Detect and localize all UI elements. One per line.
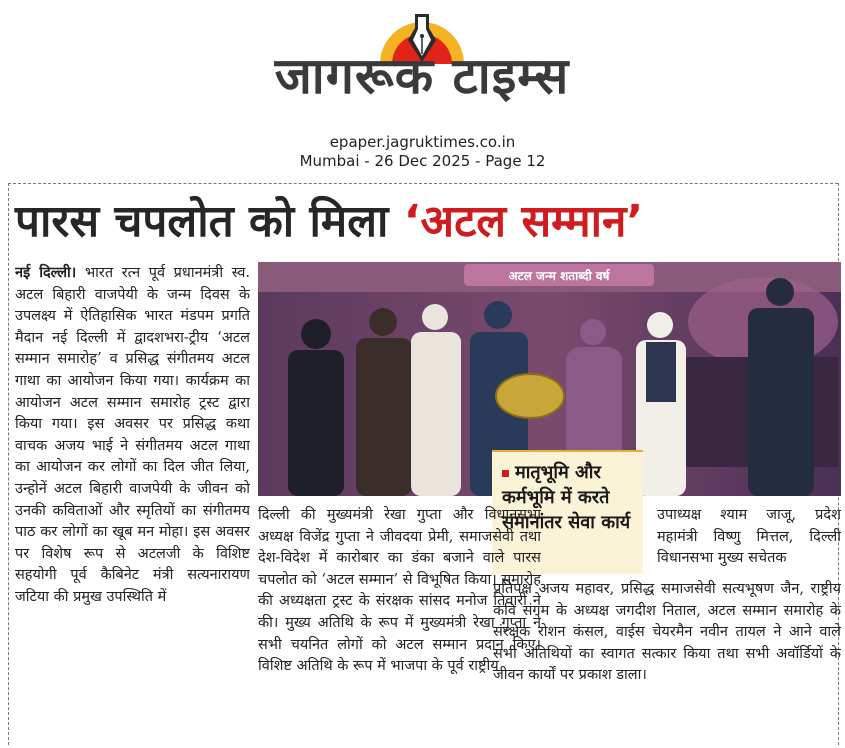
- article-column-3: [657, 505, 841, 575]
- pull-quote-text: मातृभूमि और कर्मभूमि में करते समानांतर सेवा कार्य: [502, 462, 631, 533]
- headline-main: पारस चपलोत को मिला: [15, 196, 389, 247]
- logo-wordmark: जागरूक टाइम्स: [274, 47, 570, 105]
- bullet-icon: [502, 470, 509, 477]
- clip-border-top: [8, 183, 838, 184]
- edition-line: Mumbai - 26 Dec 2025 - Page 12: [299, 152, 546, 170]
- column-2-text: दिल्ली की मुख्यमंत्री रेखा गुप्ता और विधानसभा अध्यक्ष विजेंद्र गुप्ता ने जीवदया प्रेमी, समाजसेवी तथा देश-विदेश में कारोबार का डंका बजाने वाले पारस चपलोत को ‘अटल सम्मान’ से विभूषित किया। समारोह की अध्यक्षता ट्रस्ट के संरक्षक सांसद मनोज तिवारी ने की। मुख्य अतिथि के रूप में मुख्यमंत्री रेखा गुप्ता ने सभी चयनित लोगों को अटल सम्मान प्रदान किए। विशिष्ट अतिथि के रूप में भाजपा के पूर्व राष्ट्रीय: [258, 507, 541, 675]
- award-plate: [496, 374, 564, 418]
- article-column-1: [15, 263, 250, 745]
- clip-border-left: [8, 183, 9, 745]
- headline-highlight: ‘अटल सम्मान’: [403, 196, 644, 247]
- masthead: [0, 0, 845, 170]
- epaper-source: [0, 133, 845, 171]
- newspaper-logo: [232, 6, 612, 106]
- source-url[interactable]: epaper.jagruktimes.co.in: [329, 133, 516, 151]
- article-column-4: [493, 579, 841, 745]
- column-4-text: प्रतिपक्ष अजय महावर, प्रसिद्ध समाजसेवी सत्यभूषण जैन, राष्ट्रीय कवि संगम के अध्यक्ष जगदीश निताल, अटल सम्मान समारोह के संरक्षक रोशन कंसल, वाईस चेयरमैन नवीन तायल ने आने वाले सभी अतिथियों का स्वागत सत्कार किया तथा सभी अवॉर्डियों के जीवन कार्यों पर प्रकाश डाला।: [493, 581, 841, 684]
- article-headline: [15, 190, 835, 254]
- dateline: नई दिल्ली।: [15, 265, 77, 281]
- column-3-text: उपाध्यक्ष श्याम जाजू, प्रदेश महामंत्री विष्णु मित्तल, दिल्ली विधानसभा मुख्य सचेतक: [657, 507, 841, 567]
- photo-banner-text: अटल जन्म शताब्दी वर्ष: [508, 269, 610, 283]
- column-1-text: भारत रत्न पूर्व प्रधानमंत्री स्व. अटल बिहारी वाजपेयी के जन्म दिवस के उपलक्ष्य में ऐतिहासिक भारत मंडपम प्रगति मैदान नई दिल्ली में द्वादशभरा-ट्रीय ‘अटल सम्मान समारोह’ व प्रसिद्ध संगीतमय अटल गाथा का आयोजन किया गया। कार्यक्रम का आयोजन अटल सम्मान समारोह ट्रस्ट द्वारा किया गया। इस अवसर पर प्रसिद्ध कथा वाचक अजय भाई ने संगीतमय अटल गाथा का आयोजन कर लोगों का दिल जीत लिया, उन्होनें अटल बिहारी वाजपेयी के जीवन को उनकी कविताओं और स्मृतियों का संगीतमय पाठ कर लोगों का खूब मन मोहा। इस अवसर पर विशेष रूप से अटलजी के विशिष्ट सहयोगी पूर्व कैबिनेट मंत्री सत्यनारायण जटिया की प्रमुख उपस्थिति में: [15, 265, 250, 605]
